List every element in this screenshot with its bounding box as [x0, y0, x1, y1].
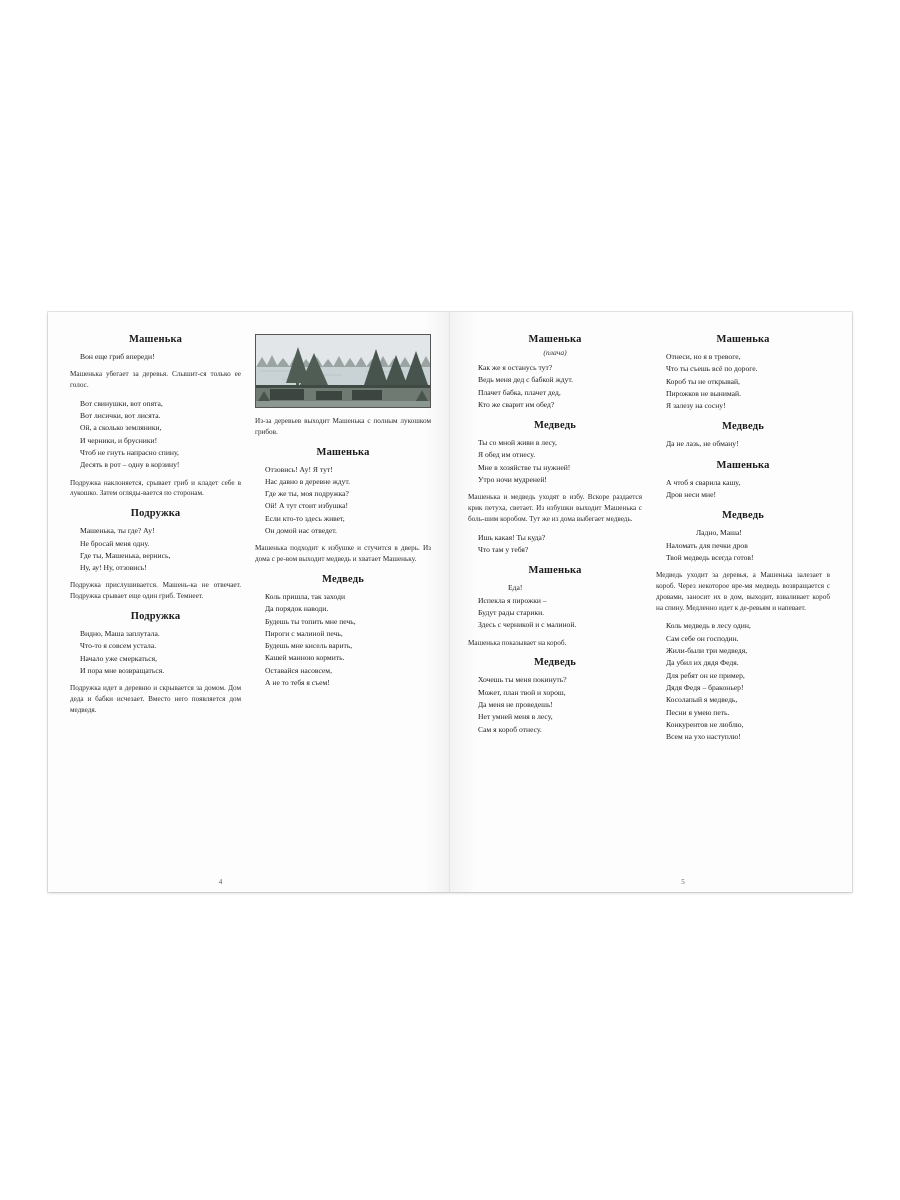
heading-mashenka: Машенька	[316, 446, 370, 458]
heading-medved: Медведь	[533, 657, 577, 669]
stage-direction: Машенька подходит к избушке и стучится в дверь. Из дома с ре-вом выходит медведь и хватает Машеньку.	[255, 544, 431, 564]
heading-medved: Медведь	[721, 421, 765, 433]
page-right	[450, 312, 852, 892]
verse-block: Коль медведь в лесу один, Сам себе он господин. Жили-были три медведя, Да убил их дядя Федя. Для ребят он не пример, Дядя Федя – браконьер! Косолапый я медведь, Песни я умею петь. Конкурентов не люблю, Всем на ухо наступлю!	[666, 621, 751, 742]
page-left	[48, 312, 450, 892]
verse-block: Видно, Маша заплутала. Что-то я совсем устала. Начало уже смеркаться, И пора мне возвращаться.	[80, 629, 165, 675]
verse-block: Ладно, Маша! Наломать для печки дров Твой медведь всегда готов!	[666, 528, 754, 562]
heading-mashenka: Машенька	[528, 565, 582, 577]
page-number-right: 5	[681, 878, 685, 886]
verse-block: Отнеси, но я в тревоге, Что ты съешь всё по дороге. Короб ты не открывай, Пирожков не вынимай. Я залезу на сосну!	[666, 352, 758, 411]
heading-medved: Медведь	[321, 573, 365, 585]
heading-mashenka: Машенька	[128, 334, 183, 345]
heading-mashenka: Машенька	[716, 459, 770, 471]
verse-block: Отзовись! Ау! Я тут! Нас давно в деревне ждут. Где же ты, моя подружка? Ой! А тут стоит избушка! Если кто-то здесь живет, Он домой нас отведет.	[265, 464, 351, 536]
stage-direction: Из-за деревьев выходит Машенька с полным лукошком грибов.	[255, 417, 431, 436]
heading-medved: Медведь	[721, 510, 765, 522]
right-page-column-2	[656, 334, 830, 876]
verse-block: Да не лазь, не обману!	[666, 439, 739, 449]
verse-block: Коль пришла, так заходи Да порядок наводи. Будешь ты топить мне печь, Пироги с малиной печь, Будешь мне кисель варить, Кашей манною кормить. Оставайся насовсем, А не то тебя я съем!	[265, 591, 356, 688]
heading-podruzhka: Подружка	[130, 611, 181, 623]
heading-podruzhka: Подружка	[130, 508, 181, 520]
stage-direction: Машенька убегает за деревья. Слышит-ся только ее голос.	[70, 370, 241, 390]
verse-block: Еда! Испекла я пирожки – Будут рады старики. Здесь с черникой и с малиной.	[478, 583, 577, 630]
left-page-column-1	[70, 334, 241, 876]
book-spread	[48, 312, 852, 892]
stage-direction: Подружка наклоняется, срывает гриб и кладет себе в лукошко. Затем огляды-вается по сторонам.	[70, 478, 241, 498]
verse-block: Машенька, ты где? Ау! Не бросай меня одну. Где ты, Машенька, вернись, Ну, ау! Ну, отзовись!	[80, 526, 171, 573]
page-number-left: 4	[218, 878, 223, 886]
stage-direction: Медведь уходит за деревья, а Машенька залезает в короб. Через некоторое вре-мя медведь возвращается с дровами, заносит их в дом, выходит, взваливает короб на спину. Медленно идет к де-ревьям и напевает.	[656, 571, 830, 612]
heading-mashenka: Машенька	[716, 334, 770, 345]
stage-direction: Машенька и медведь уходят в избу. Вскоре раздается крик петуха, светает. Из избушки выходит Машенька с боль-шим коробом. Тут же из дома выбегает медведь.	[468, 493, 642, 523]
stage-direction: Машенька показывает на короб.	[468, 638, 567, 647]
verse-block: Вон еще гриб впереди!	[80, 352, 155, 361]
heading-mashenka: Машенька	[528, 334, 582, 345]
stage-direction: Подружка прислушивается. Машень-ка не отвечает. Подружка срывает еще один гриб. Темнеет.	[70, 581, 241, 601]
illustration-forest-lake	[255, 334, 431, 408]
verse-block: Ты со мной живи в лесу, Я обед им отнесу. Мне в хозяйстве ты нужней! Утро ночи мудреней!	[478, 438, 571, 485]
verse-block: А чтоб я сварила кашу, Дров неси мне!	[666, 477, 741, 500]
verse-block: Вот свинушки, вот опята, Вот лисички, вот лисята. Ой, а сколько земляники, И черники, и брусники! Чтоб не гнуть напрасно спину, Десять в рот – одну в корзину!	[80, 398, 180, 470]
heading-medved: Медведь	[533, 420, 577, 432]
left-page-column-2	[255, 334, 431, 876]
stage-direction: Подружка идет в деревню и скрывается за домом. Дом деда и бабки исчезает. Вместо него появляется дом медведя.	[70, 684, 241, 714]
verse-block: Как же я останусь тут? Ведь меня дед с бабкой ждут. Плачет бабка, плачет дед, Кто же сварит им обед?	[478, 363, 574, 409]
verse-block: Ишь какая! Ты куда? Что там у тебя?	[478, 532, 546, 555]
stage-direction-inline: (плача)	[543, 348, 567, 357]
verse-block: Хочешь ты меня покинуть? Может, план твой и хорош, Да меня не проведешь! Нет умней меня в лесу, Сам я короб отнесу.	[478, 675, 567, 734]
right-page-column-1	[468, 334, 642, 876]
